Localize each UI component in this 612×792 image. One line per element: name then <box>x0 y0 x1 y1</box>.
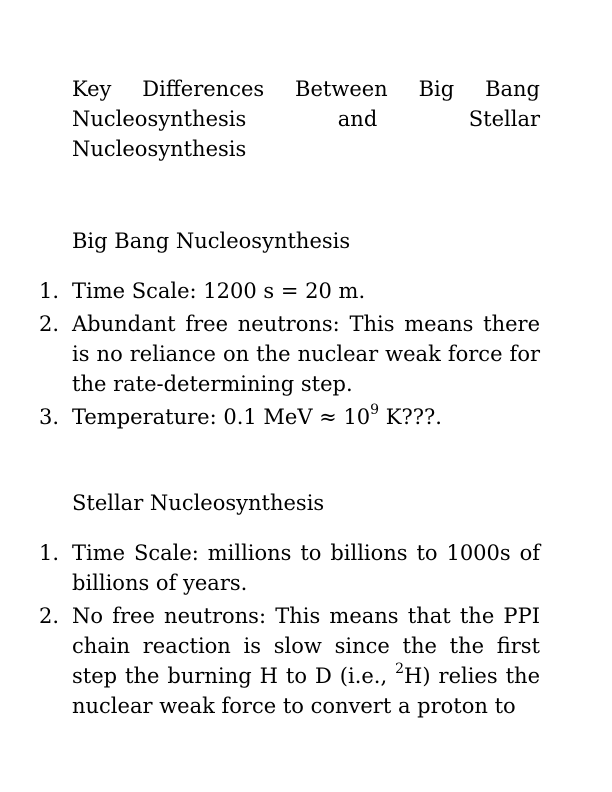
document-page <box>39 74 540 724</box>
list-item <box>39 309 540 399</box>
list-text-before: No free neutrons: This means that the PPI chain reaction is slow since the the first step the burning H to D (i.e., <box>72 604 540 688</box>
superscript: 9 <box>370 402 380 418</box>
list-text-before: Temperature: 0.1 MeV ≈ 10 <box>72 405 371 429</box>
list-number: 1. <box>39 279 60 303</box>
list-number: 1. <box>39 541 60 565</box>
superscript: 2 <box>395 661 405 677</box>
list-number: 2. <box>39 604 60 628</box>
list-text: Time Scale: 1200 s = 20 m. <box>72 279 366 303</box>
document-title <box>72 74 540 164</box>
list-item <box>39 276 540 306</box>
title-line-1: Key Differences Between Big Bang <box>72 77 540 101</box>
list-text: Abundant free neutrons: This means there is no reliance on the nuclear weak force for the rate-determining step. <box>72 312 540 396</box>
list-item <box>39 601 540 721</box>
section-heading-big-bang: Big Bang Nucleosynthesis <box>72 229 351 253</box>
list-number: 2. <box>39 312 60 336</box>
title-line-2: Nucleosynthesis and Stellar Nucleosynthesis <box>72 107 540 161</box>
big-bang-list <box>39 276 540 432</box>
list-text-after: H) relies the nuclear weak force to convert a proton to <box>72 664 540 718</box>
stellar-list <box>39 538 540 721</box>
list-text-after: K???. <box>379 405 442 429</box>
list-text: Time Scale: millions to billions to 1000s of billions of years. <box>72 541 540 595</box>
list-number: 3. <box>39 405 60 429</box>
list-item <box>39 538 540 598</box>
section-heading-stellar: Stellar Nucleosynthesis <box>72 491 325 515</box>
list-item <box>39 402 540 432</box>
